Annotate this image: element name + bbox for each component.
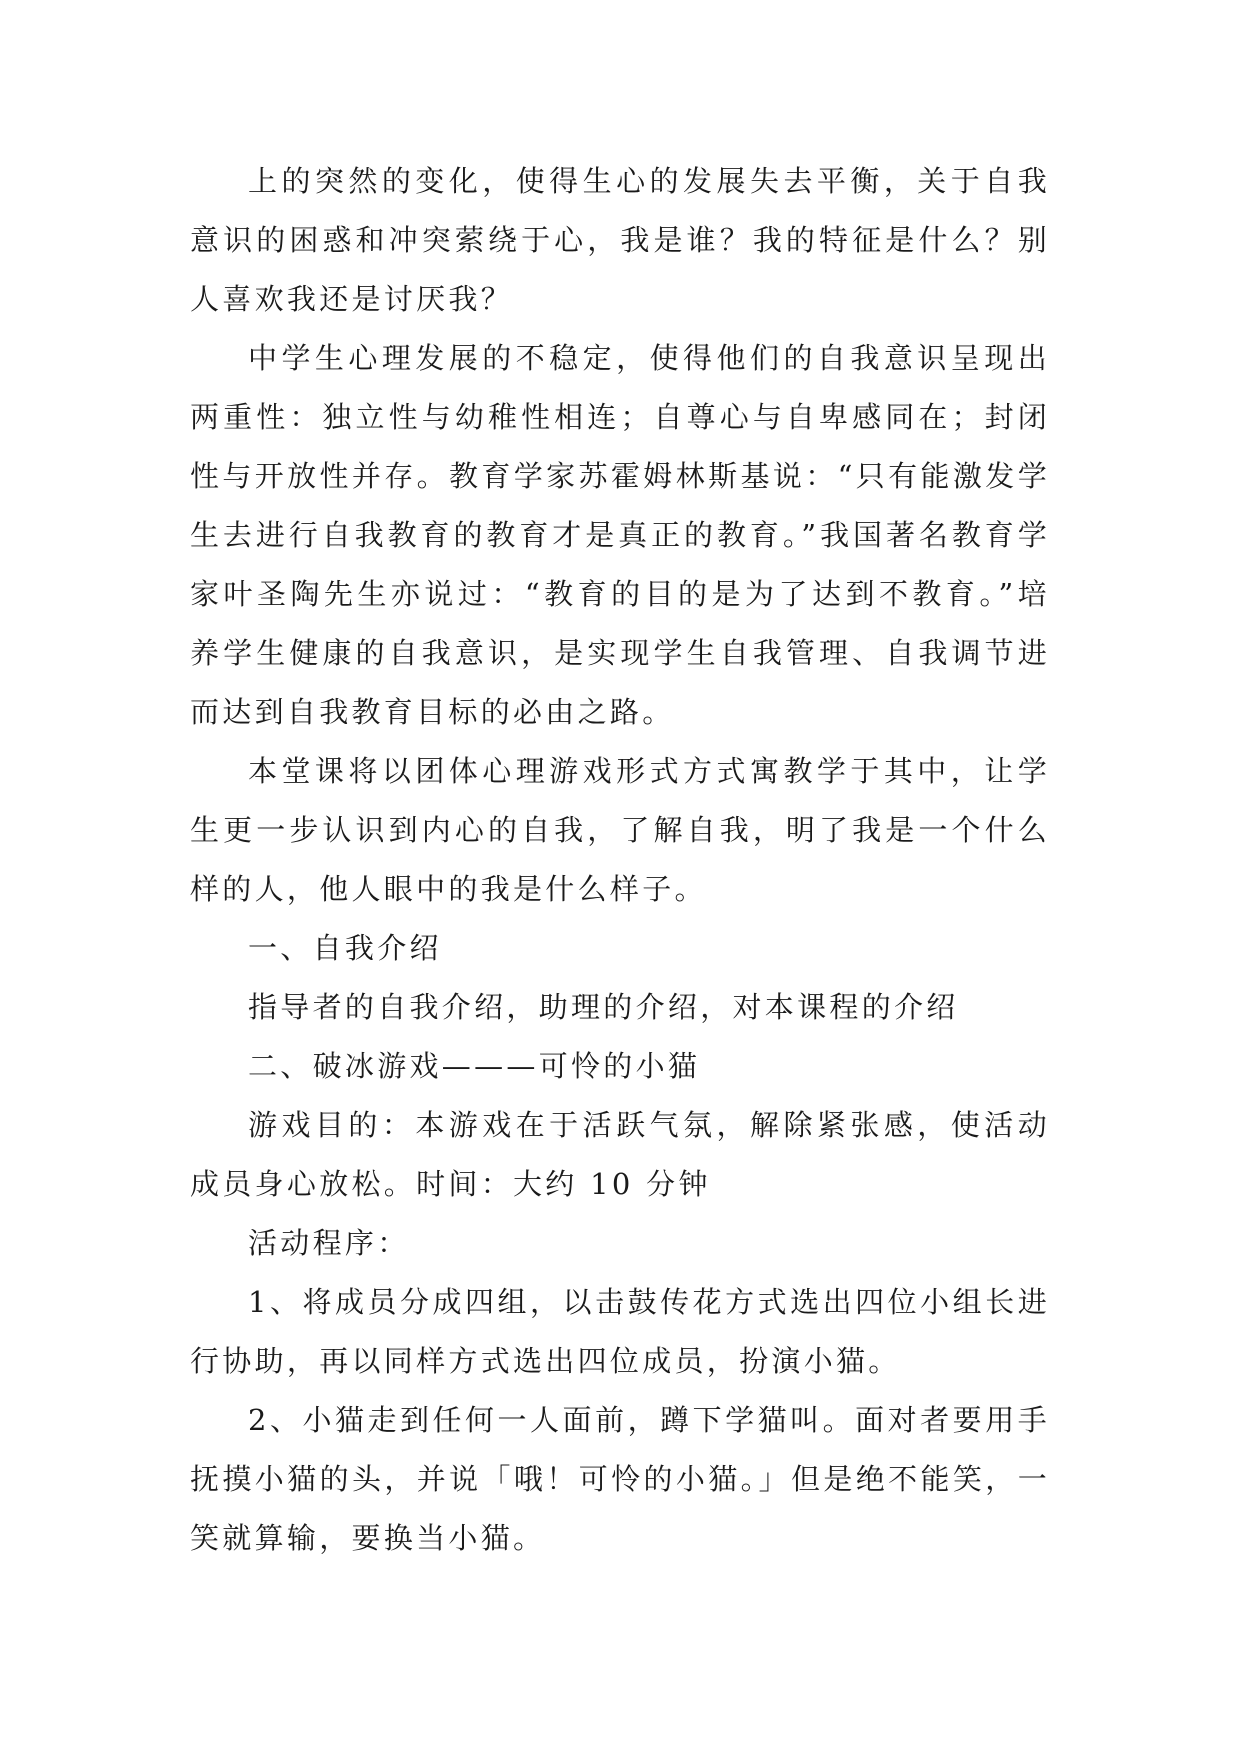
paragraph-game-purpose: 游戏目的：本游戏在于活跃气氛，解除紧张感，使活动成员身心放松。时间：大约 10 分钟: [190, 1108, 1050, 1201]
list-item-step-2: 2、小猫走到任何一人面前，蹲下学猫叫。面对者要用手抚摸小猫的头，并说「哦！可怜的小猫。」但是绝不能笑，一笑就算输，要换当小猫。: [190, 1403, 1050, 1555]
section-heading-icebreaker-game: 二、破冰游戏———可怜的小猫: [248, 1049, 701, 1083]
paragraph-intro-continuation: 上的突然的变化，使得生心的发展失去平衡，关于自我意识的困惑和冲突萦绕于心，我是谁？我的特征是什么？别人喜欢我还是讨厌我？: [190, 164, 1050, 316]
section-heading-self-introduction: 一、自我介绍: [248, 931, 442, 965]
paragraph-lesson-purpose: 本堂课将以团体心理游戏形式方式寓教学于其中，让学生更一步认识到内心的自我，了解自我，明了我是一个什么样的人，他人眼中的我是什么样子。: [190, 754, 1050, 906]
document-body: [190, 152, 1050, 1568]
list-item-step-1: 1、将成员分成四组，以击鼓传花方式选出四位小组长进行协助，再以同样方式选出四位成员，扮演小猫。: [190, 1285, 1050, 1378]
paragraph-activity-procedure-label: 活动程序：: [248, 1226, 410, 1260]
paragraph-introduction-details: 指导者的自我介绍，助理的介绍，对本课程的介绍: [248, 990, 959, 1024]
paragraph-self-awareness-duality: 中学生心理发展的不稳定，使得他们的自我意识呈现出两重性：独立性与幼稚性相连；自尊心与自卑感同在；封闭性与开放性并存。教育学家苏霍姆林斯基说：“只有能激发学生去进行自我教育的教育才是真正的教育。”我国著名教育学家叶圣陶先生亦说过：“教育的目的是为了达到不教育。”培养学生健康的自我意识，是实现学生自我管理、自我调节进而达到自我教育目标的必由之路。: [190, 341, 1050, 729]
